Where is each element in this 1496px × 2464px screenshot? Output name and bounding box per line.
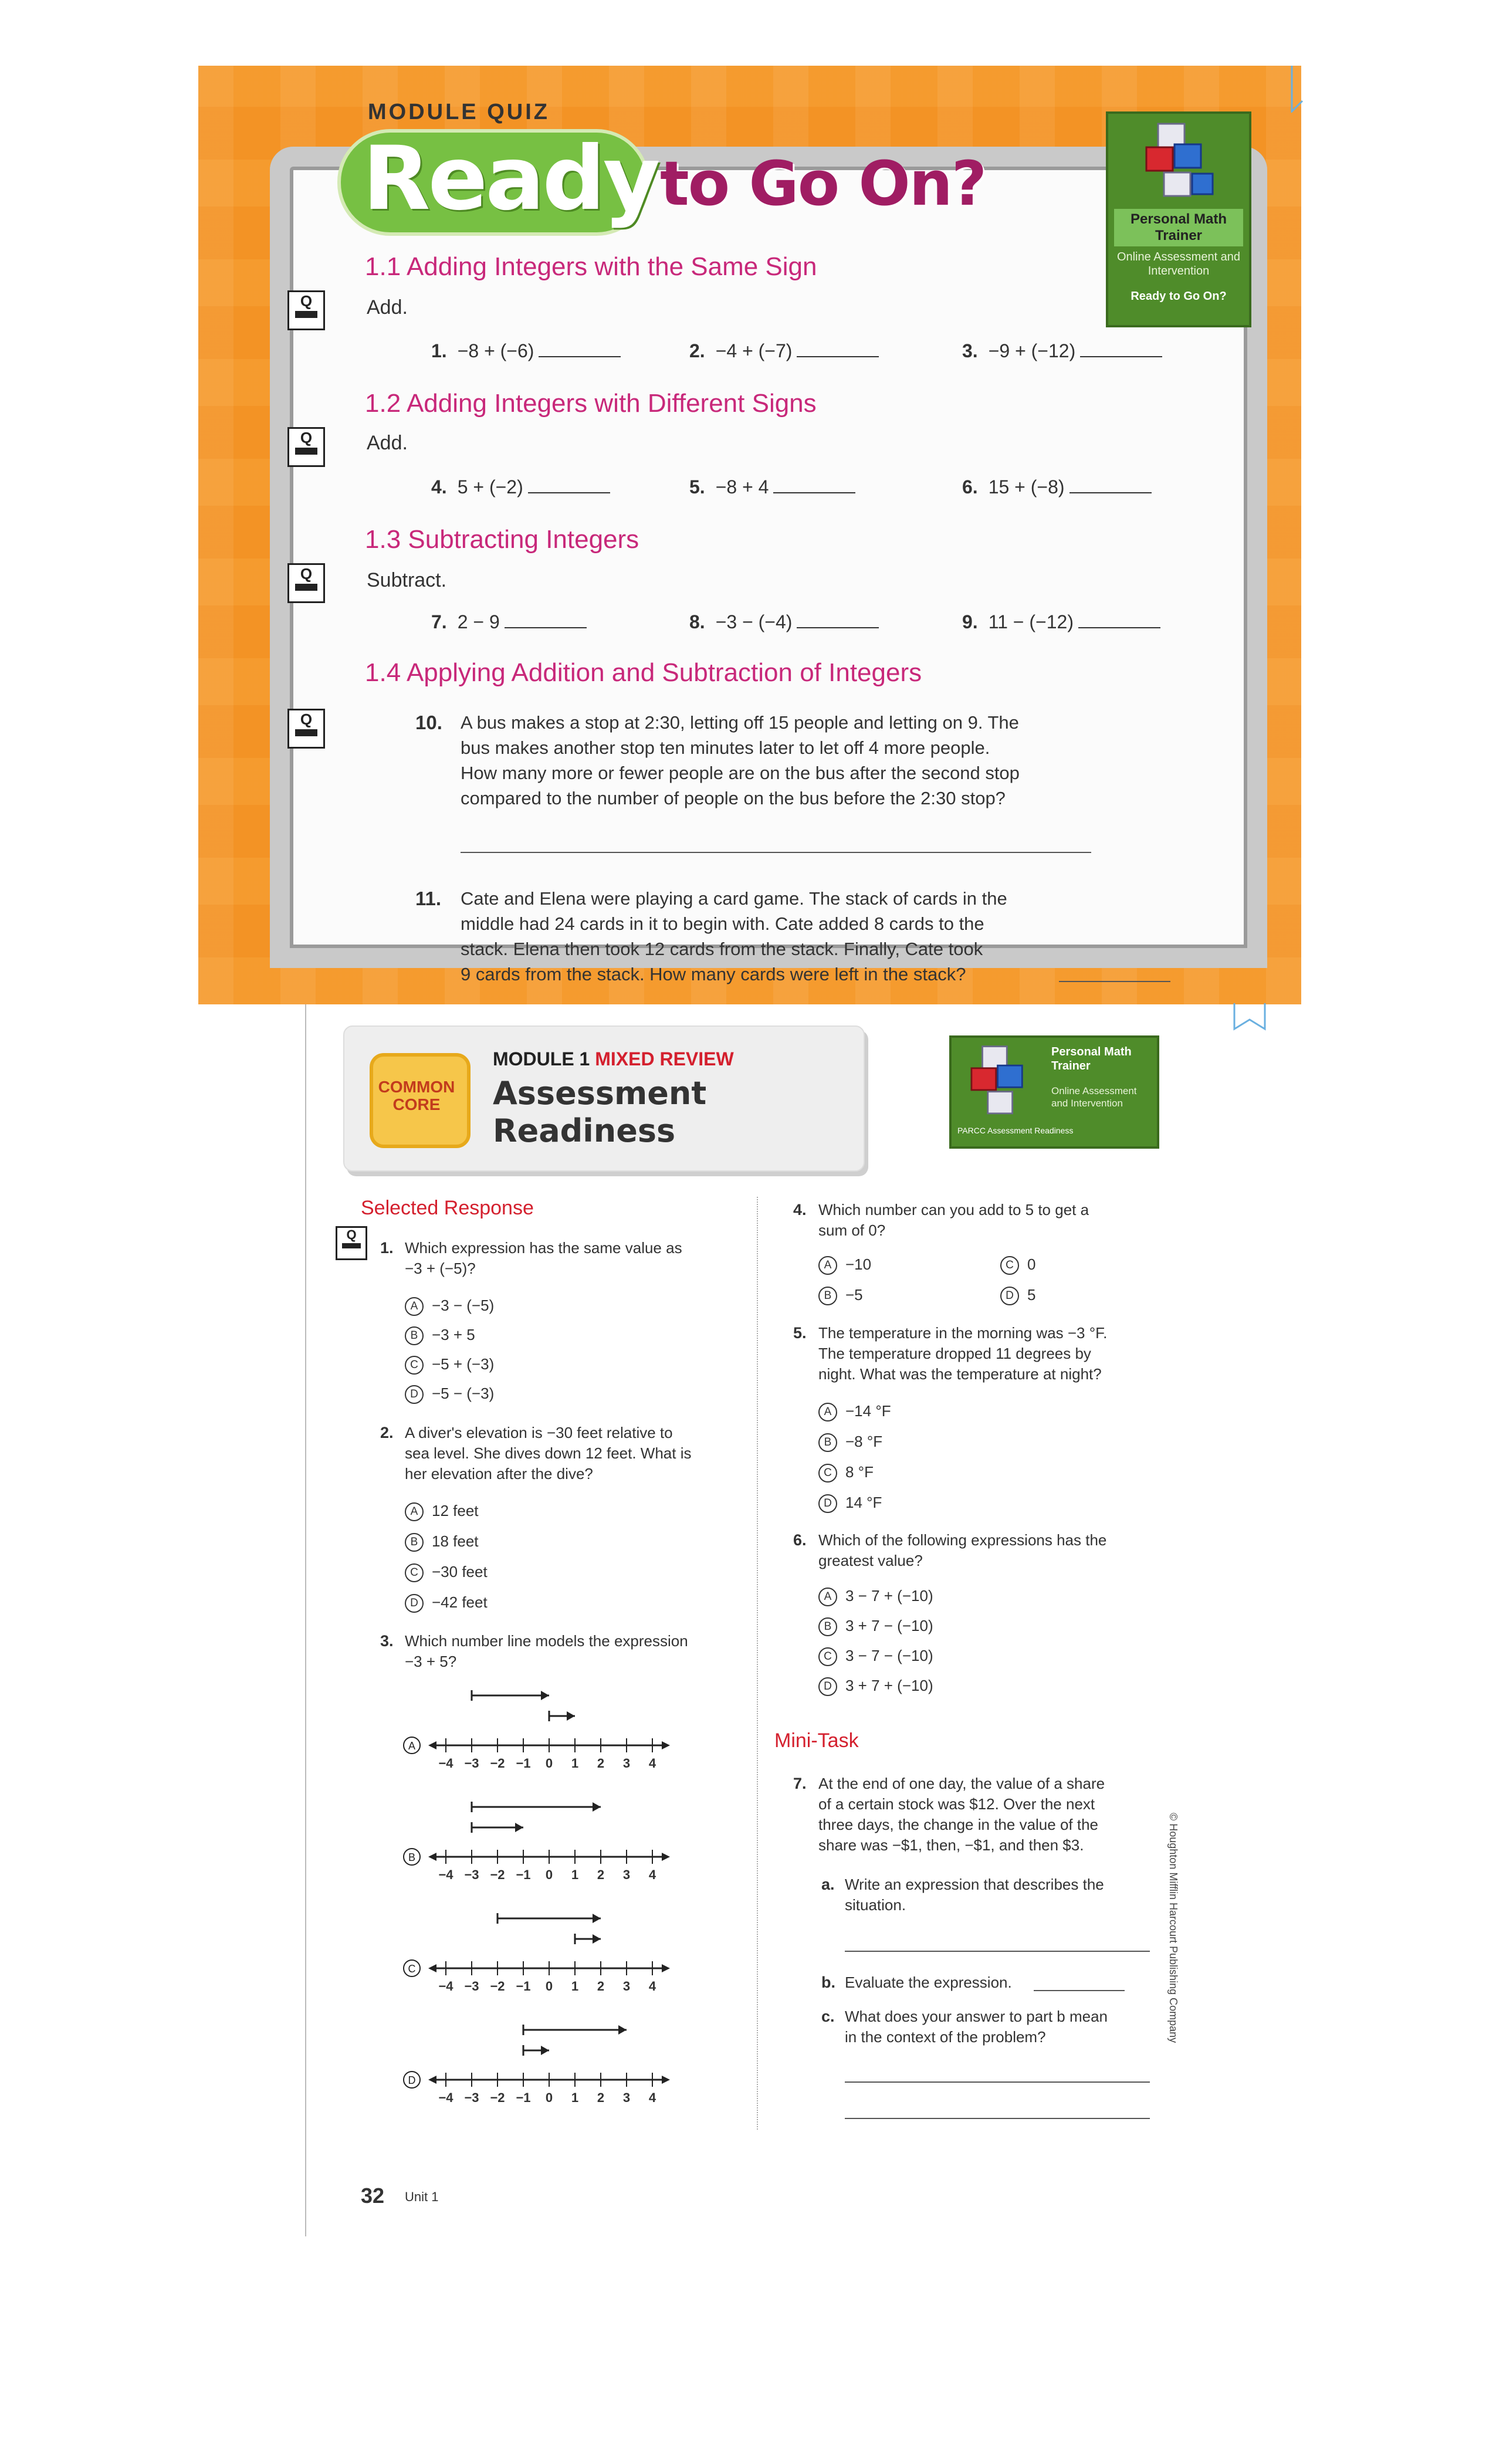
q1-stem: Which expression has the same value as −3 + (−5)? — [405, 1239, 682, 1277]
q3-tick-label: −1 — [516, 1979, 531, 1993]
q3-tick-label: −2 — [490, 2090, 505, 2105]
q3-line-arrow-right — [662, 1853, 670, 1861]
selected-response-heading: Selected Response — [361, 1197, 534, 1219]
answer-line[interactable] — [845, 1951, 1150, 1952]
q3-option-letter: C — [408, 1963, 416, 1975]
q5-option-d[interactable]: D 14 °F — [818, 1494, 882, 1513]
q2-stem: A diver's elevation is −30 feet relative to sea level. She dives down 12 feet. What is her elevation after the dive? — [405, 1424, 692, 1483]
q3-tick-label: 1 — [571, 1867, 579, 1882]
problem-3: 3. −9 + (−12) — [962, 340, 1162, 362]
q3-tick-label: −3 — [464, 1756, 479, 1771]
q3-tick-label: −3 — [464, 1979, 479, 1993]
q3-tick-label: −4 — [438, 1756, 453, 1771]
q3-arrow-2-head — [567, 1711, 575, 1721]
q3-tick-label: 3 — [622, 1867, 631, 1882]
module-quiz-label: MODULE QUIZ — [368, 100, 550, 124]
quiz-q-icon[interactable]: Q — [287, 563, 325, 603]
q3-tick-label: 4 — [648, 1979, 656, 1993]
q2-option-c[interactable]: C −30 feet — [405, 1563, 488, 1582]
q5-stem: The temperature in the morning was −3 °F. The temperature dropped 11 degrees by night. What was the temperature at night? — [818, 1324, 1108, 1383]
q3-tick-label: −2 — [490, 1756, 505, 1771]
section-instruction: Add. — [367, 432, 408, 454]
q3-arrow-2-head — [593, 1934, 601, 1944]
bookmark-icon[interactable] — [1232, 1003, 1267, 1033]
q3-tick-label: 2 — [597, 1867, 605, 1882]
section-title: 1.1 Adding Integers with the Same Sign — [365, 252, 817, 281]
q3-tick-label: 0 — [545, 1979, 553, 1993]
q3-tick-label: 4 — [648, 1867, 656, 1882]
q3-tick-label: 1 — [571, 2090, 579, 2105]
review-q-icon[interactable]: Q — [336, 1226, 367, 1260]
q3-tick-label: 3 — [622, 2090, 631, 2105]
answer-blank[interactable] — [505, 627, 587, 628]
q5-option-b[interactable]: B −8 °F — [818, 1433, 882, 1452]
problem-9: 9. 11 − (−12) — [962, 611, 1160, 633]
q3-tick-label: −4 — [438, 2090, 453, 2105]
bookmark-icon[interactable] — [1291, 66, 1304, 113]
q3-option-letter: A — [408, 1740, 416, 1752]
q3-line-arrow-left — [428, 2076, 436, 2084]
q3-tick-label: 3 — [622, 1756, 631, 1771]
section-title: 1.4 Applying Addition and Subtraction of Integers — [365, 658, 922, 687]
q3-tick-label: 0 — [545, 1756, 553, 1771]
problem-1: 1. −8 + (−6) — [431, 340, 621, 362]
section-title: 1.2 Adding Integers with Different Signs — [365, 389, 817, 418]
answer-line[interactable] — [845, 2081, 1150, 2083]
q1-option-b[interactable]: B −3 + 5 — [405, 1326, 475, 1345]
q3-tick-label: −3 — [464, 1867, 479, 1882]
q6-option-a[interactable]: A 3 − 7 + (−10) — [818, 1587, 933, 1606]
q3-tick-label: 0 — [545, 2090, 553, 2105]
q3-tick-label: 4 — [648, 2090, 656, 2105]
q3-tick-label: 3 — [622, 1979, 631, 1993]
q3-arrow-1-head — [593, 1914, 601, 1923]
q3-tick-label: 4 — [648, 1756, 656, 1771]
q3-tick-label: −3 — [464, 2090, 479, 2105]
q7-stem: At the end of one day, the value of a share of a certain stock was $12. Over the next three days, the change in the value of the share was −$1, then, −$1, and then $3. — [818, 1775, 1105, 1854]
q3-arrow-2-head — [515, 1823, 523, 1832]
q1-option-a[interactable]: A −3 − (−5) — [405, 1297, 494, 1316]
math-cubes-icon — [1140, 121, 1217, 203]
q3-tick-label: −2 — [490, 1979, 505, 1993]
number-lines-svg — [399, 1678, 692, 2124]
personal-math-trainer-badge[interactable] — [949, 1035, 1159, 1149]
q2-option-a[interactable]: A 12 feet — [405, 1502, 479, 1521]
q1-number: 1. — [380, 1239, 394, 1257]
q3-tick-label: −4 — [438, 1979, 453, 1993]
answer-blank[interactable] — [797, 356, 879, 357]
q4-option-b[interactable]: B −5 — [818, 1286, 863, 1305]
answer-blank[interactable] — [1069, 492, 1152, 493]
q4-option-d[interactable]: D 5 — [1000, 1286, 1035, 1305]
module-label: MODULE 1 MIXED REVIEW — [493, 1048, 734, 1069]
q7-number: 7. — [793, 1775, 807, 1792]
section-instruction: Subtract. — [367, 569, 447, 591]
copyright-text: © Houghton Mifflin Harcourt Publishing Company — [1167, 1813, 1179, 2043]
q3-arrow-1-head — [541, 1691, 549, 1700]
q3-tick-label: −2 — [490, 1867, 505, 1882]
quiz-q-icon[interactable]: Q — [287, 709, 325, 749]
q3-line-arrow-left — [428, 1741, 436, 1749]
q5-number: 5. — [793, 1324, 807, 1342]
problem-4: 4. 5 + (−2) — [431, 476, 610, 498]
common-core-text: COMMON CORE — [378, 1078, 455, 1113]
page-number: 32 — [361, 2184, 385, 2208]
q3-tick-label: −1 — [516, 1756, 531, 1771]
section-title: 1.3 Subtracting Integers — [365, 525, 639, 554]
pmt-footer: PARCC Assessment Readiness — [957, 1126, 1074, 1135]
page-margin-rule — [305, 1004, 306, 2236]
q3-tick-label: 0 — [545, 1867, 553, 1882]
q3-arrow-2-head — [541, 2046, 549, 2055]
q3-option-letter: D — [408, 2074, 416, 2086]
q3-tick-label: 1 — [571, 1979, 579, 1993]
q3-line-arrow-right — [662, 1964, 670, 1972]
problem-8: 8. −3 − (−4) — [689, 611, 879, 633]
q2-number: 2. — [380, 1424, 394, 1441]
number-line-options — [399, 1678, 692, 2124]
q3-line-arrow-right — [662, 2076, 670, 2084]
q3-tick-label: −1 — [516, 2090, 531, 2105]
word-problem-10-number: 10. — [415, 712, 442, 733]
q6-option-d[interactable]: D 3 + 7 + (−10) — [818, 1677, 933, 1696]
q5-option-a[interactable]: A −14 °F — [818, 1402, 891, 1421]
q7c-text: What does your answer to part b mean in the context of the problem? — [845, 2008, 1108, 2046]
column-divider — [757, 1197, 758, 2130]
answer-line[interactable] — [1059, 981, 1170, 982]
q6-option-b[interactable]: B 3 + 7 − (−10) — [818, 1617, 933, 1636]
q7a-label: a. — [821, 1876, 835, 1893]
pmt-subtitle: Online Assessment and Intervention — [1051, 1085, 1137, 1109]
answer-blank[interactable] — [797, 627, 879, 628]
q5-option-c[interactable]: C 8 °F — [818, 1463, 874, 1483]
q3-tick-label: 2 — [597, 2090, 605, 2105]
problem-5: 5. −8 + 4 — [689, 476, 855, 498]
q7b-label: b. — [821, 1974, 835, 1991]
pmt-footer: Ready to Go On? — [1131, 290, 1227, 303]
word-problem-11-number: 11. — [415, 888, 442, 909]
q6-option-c[interactable]: C 3 − 7 − (−10) — [818, 1647, 933, 1666]
answer-blank[interactable] — [1078, 627, 1160, 628]
ready-title-word: Ready — [363, 128, 658, 230]
q3-tick-label: 1 — [571, 1756, 579, 1771]
answer-blank[interactable] — [528, 492, 610, 493]
q2-option-d[interactable]: D −42 feet — [405, 1593, 488, 1613]
quiz-q-icon[interactable]: Q — [287, 427, 325, 467]
q6-number: 6. — [793, 1531, 807, 1549]
answer-blank[interactable] — [1080, 356, 1162, 357]
q3-tick-label: −4 — [438, 1867, 453, 1882]
q6-stem: Which of the following expressions has the greatest value? — [818, 1531, 1107, 1569]
math-cubes-icon — [960, 1044, 1043, 1120]
q3-tick-label: 2 — [597, 1756, 605, 1771]
q3-line-arrow-left — [428, 1853, 436, 1861]
q1-option-c[interactable]: C −5 + (−3) — [405, 1355, 494, 1375]
q7a-text: Write an expression that describes the situation. — [845, 1876, 1104, 1914]
q3-line-arrow-left — [428, 1964, 436, 1972]
answer-line[interactable] — [461, 852, 1091, 853]
q3-tick-label: −1 — [516, 1867, 531, 1882]
answer-blank[interactable] — [539, 356, 621, 357]
problem-2: 2. −4 + (−7) — [689, 340, 879, 362]
word-problem-11: Cate and Elena were playing a card game. The stack of cards in the middle had 24 cards in it to begin with. Cate added 8 cards to the stack. Elena then took 12 cards from the stack. Finally, Cate took 9 cards from the stack. How many cards were left in the stack? — [461, 888, 1007, 984]
answer-line[interactable] — [845, 2118, 1150, 2119]
q2-option-b[interactable]: B 18 feet — [405, 1532, 479, 1552]
pmt-subtitle: Online Assessment and Intervention — [1116, 251, 1241, 277]
q3-option-letter: B — [408, 1852, 416, 1863]
pmt-title: Personal Math Trainer — [1114, 209, 1243, 246]
q4-number: 4. — [793, 1201, 807, 1219]
answer-blank[interactable] — [773, 492, 855, 493]
unit-label: Unit 1 — [405, 2189, 439, 2204]
ready-title-rest: to Go On? — [660, 148, 986, 219]
q4-option-a[interactable]: A −10 — [818, 1255, 871, 1275]
q3-number: 3. — [380, 1632, 394, 1650]
q3-arrow-1-head — [593, 1802, 601, 1812]
pmt-title: Personal Math Trainer — [1051, 1045, 1132, 1072]
q7c-label: c. — [821, 2008, 835, 2025]
q4-option-c[interactable]: C 0 — [1000, 1255, 1035, 1275]
assessment-readiness-title: Assessment Readiness — [493, 1075, 707, 1149]
q7b-text: Evaluate the expression. — [845, 1974, 1012, 1991]
problem-6: 6. 15 + (−8) — [962, 476, 1152, 498]
q4-stem: Which number can you add to 5 to get a sum of 0? — [818, 1201, 1089, 1239]
q1-option-d[interactable]: D −5 − (−3) — [405, 1385, 494, 1404]
section-instruction: Add. — [367, 296, 408, 319]
mini-task-heading: Mini-Task — [774, 1729, 859, 1752]
quiz-q-icon[interactable]: Q — [287, 290, 325, 330]
answer-line[interactable] — [1034, 1990, 1125, 1991]
q3-line-arrow-right — [662, 1741, 670, 1749]
q3-stem: Which number line models the expression −3 + 5? — [405, 1632, 688, 1670]
q3-tick-label: 2 — [597, 1979, 605, 1993]
word-problem-10: A bus makes a stop at 2:30, letting off 15 people and letting on 9. The bus makes another stop ten minutes later to let off 4 more people. How many more or fewer people are on the bus after the second stop compared to the number of people on the bus before the 2:30 stop? — [461, 712, 1020, 808]
problem-7: 7. 2 − 9 — [431, 611, 587, 633]
personal-math-trainer-badge[interactable] — [1106, 111, 1251, 327]
q3-arrow-1-head — [618, 2025, 627, 2035]
